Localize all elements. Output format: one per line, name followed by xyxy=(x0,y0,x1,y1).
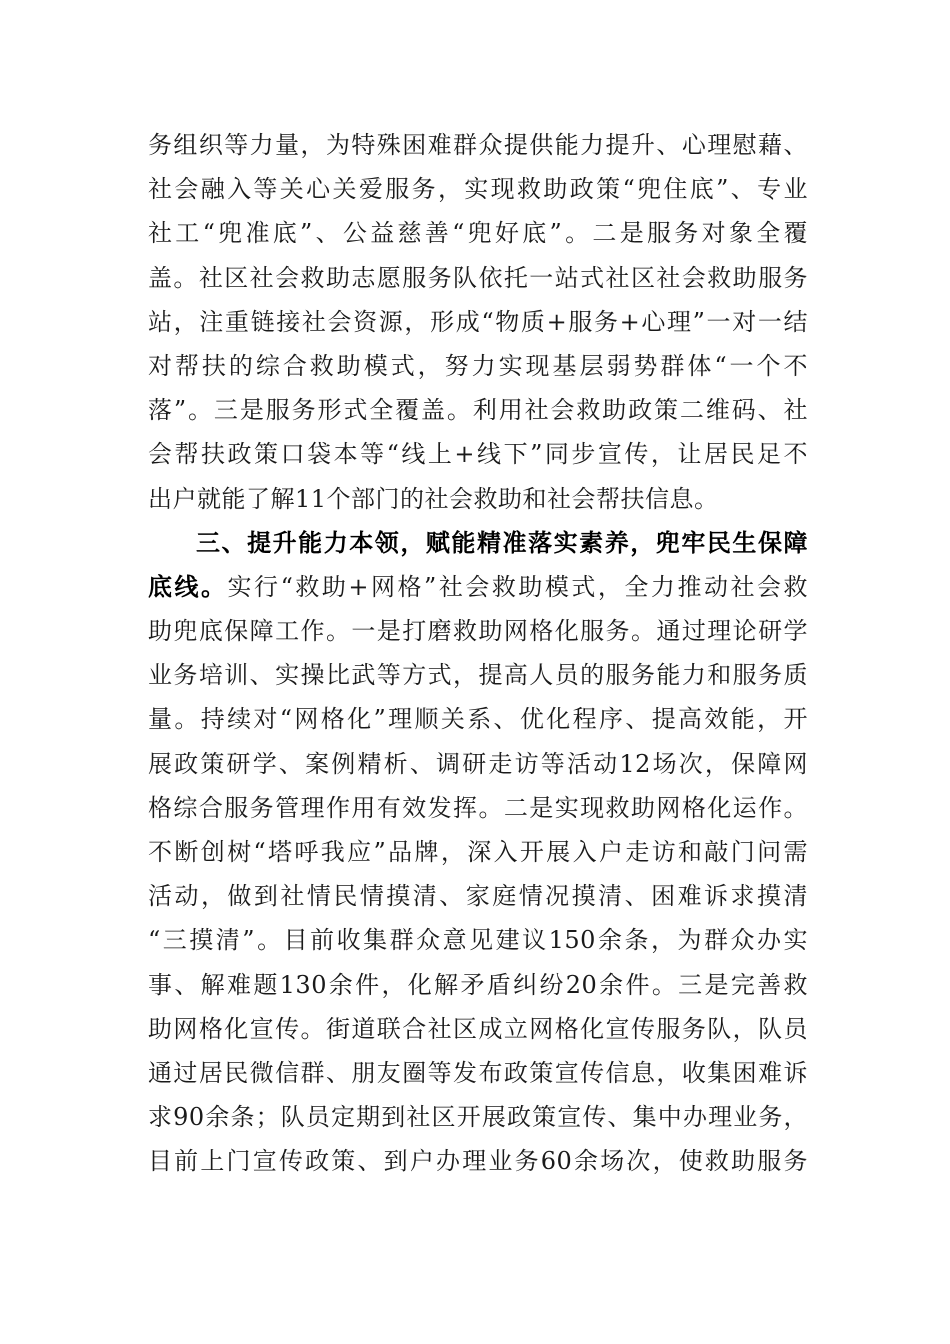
text-line: 活动，做到社情民情摸清、家庭情况摸清、困难诉求摸清 xyxy=(148,882,808,911)
text-line: 会帮扶政策口袋本等“线上+线下”同步宣传，让居民足不 xyxy=(148,440,808,469)
text-line xyxy=(148,565,808,609)
text-line: 务组织等力量，为特殊困难群众提供能力提升、心理慰藉、 xyxy=(148,131,808,159)
text-line xyxy=(148,1228,808,1272)
text-line: 通过居民微信群、朋友圈等发布政策宣传信息，收集困难诉 xyxy=(148,1058,808,1087)
text-line: 助兜底保障工作。一是打磨救助网格化服务。通过理论研学 xyxy=(148,617,808,646)
text-line: 出户就能了解11个部门的社会救助和社会帮扶信息。 xyxy=(148,484,719,513)
text-line: 对帮扶的综合救助模式，努力实现基层弱势群体“一个不 xyxy=(148,351,808,380)
text-line: 目前上门宣传政策、到户办理业务60余场次，使救助服务 xyxy=(148,1147,808,1176)
text-line: 量。持续对“网格化”理顺关系、优化程序、提高效能，开 xyxy=(148,705,808,734)
text-line: 不断创树“塔呼我应”品牌，深入开展入户走访和敲门问需 xyxy=(148,838,808,866)
text-line: 盖。社区社会救助志愿服务队依托一站式社区社会救助服务 xyxy=(148,263,808,292)
section-heading: 三、提升能力本领，赋能精准落实素养，兜牢民生保障 xyxy=(196,528,808,557)
text-line: 求90余条；队员定期到社区开展政策宣传、集中办理业务， xyxy=(148,1103,808,1132)
text-line: 落”。三是服务形式全覆盖。利用社会救助政策二维码、社 xyxy=(148,396,808,425)
text-line: 站，注重链接社会资源，形成“物质+服务+心理”一对一结 xyxy=(148,307,808,336)
text-line: 助网格化宣传。街道联合社区成立网格化宣传服务队，队员 xyxy=(148,1014,808,1043)
body-text xyxy=(148,123,808,1272)
text-line: “三摸清”。目前收集群众意见建议150余条，为群众办实 xyxy=(148,926,808,955)
text-line xyxy=(148,1184,808,1228)
text-line: 社工“兜准底”、公益慈善“兜好底”。二是服务对象全覆 xyxy=(148,219,808,248)
text-line: 事、解难题130余件，化解矛盾纠纷20余件。三是完善救 xyxy=(148,970,808,999)
text-line: 展政策研学、案例精析、调研走访等活动12场次，保障网 xyxy=(148,749,808,778)
text-line: 格综合服务管理作用有效发挥。二是实现救助网格化运作。 xyxy=(148,793,808,822)
text-line-rest: 实行“救助+网格”社会救助模式，全力推动社会救 xyxy=(227,572,808,601)
section-heading-end: 底线。 xyxy=(148,572,228,601)
text-line: 社会融入等关心关爱服务，实现救助政策“兜住底”、专业 xyxy=(148,175,808,204)
text-line: 业务培训、实操比武等方式，提高人员的服务能力和服务质 xyxy=(148,661,808,690)
